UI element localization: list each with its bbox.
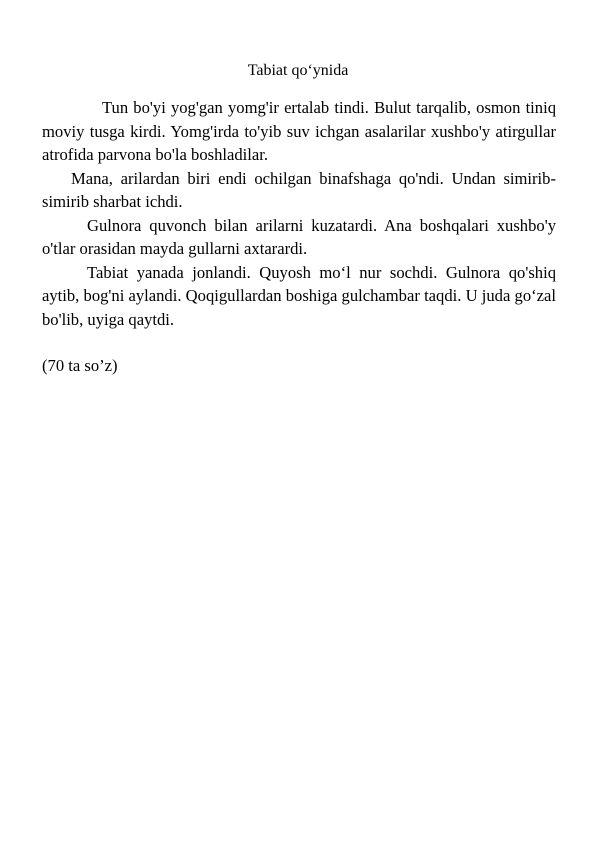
paragraph-3: Gulnora quvonch bilan arilarni kuzatardi. Ana boshqalari xushbo'y o'tlar orasidan mayda gullarni axtarardi. <box>42 215 556 258</box>
paragraph-1: Tun bo'yi yog'gan yomg'ir ertalab tindi. Bulut tarqalib, osmon tiniq moviy tusga kirdi. Yomg'irda to'yib suv ichgan asalarilar xushbo'y atirgullar atrofida parvona bo'la boshladilar. <box>42 98 556 164</box>
document-body <box>42 96 556 378</box>
word-count: (70 ta so’z) <box>42 356 118 375</box>
paragraph-4: Tabiat yanada jonlandi. Quyosh mo‘l nur sochdi. Gulnora qo'shiq aytib, bog'ni aylandi. Qoqigullardan boshiga gulchambar taqdi. U juda go‘zal bo'lib, uyiga qaytdi. <box>42 262 556 329</box>
paragraph-2: Mana, arilardan biri endi ochilgan binafshaga qo'ndi. Undan simirib-simirib sharbat ichdi. <box>42 168 556 211</box>
document-title: Tabiat qo‘ynida <box>247 62 349 79</box>
